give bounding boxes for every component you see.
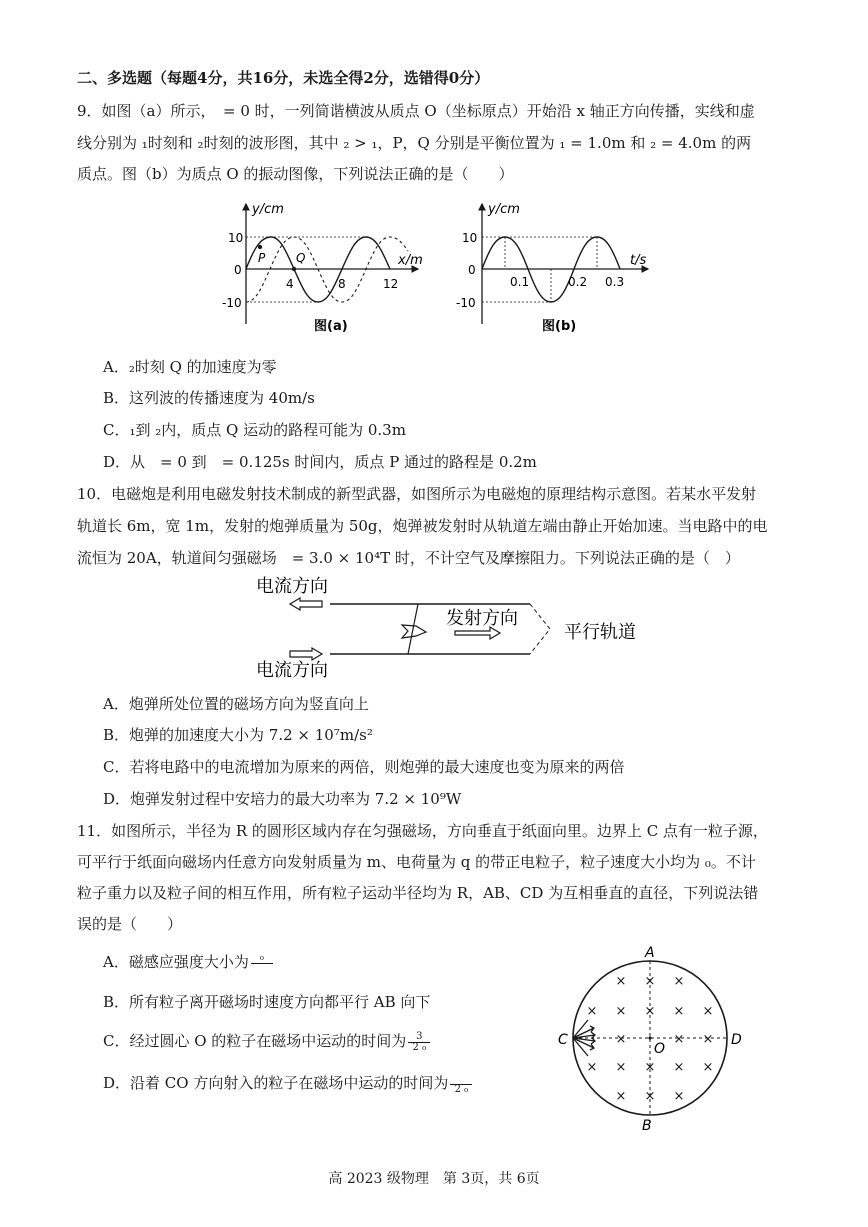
- fig-b-xtick-0.1: 0.1: [510, 275, 530, 289]
- fig-a-xtick-8: 8: [338, 277, 346, 291]
- fig-a-point-p: P: [258, 251, 266, 265]
- q11-option-d-denominator: 2 ₀: [454, 1083, 469, 1095]
- fig-a-xtick-4: 4: [286, 277, 294, 291]
- q11-option-d-numerator: [450, 1074, 472, 1085]
- svg-text:×: ×: [615, 1060, 627, 1075]
- q11-option-c-fraction: [408, 1032, 430, 1053]
- svg-text:×: ×: [615, 1004, 627, 1019]
- q9-figure-a: [220, 196, 423, 341]
- fig-a-ytick-neg10: -10: [222, 296, 242, 310]
- fig-b-ytick-0: 0: [468, 263, 476, 277]
- fig-b-xtick-0.2: 0.2: [568, 275, 588, 289]
- svg-text:×: ×: [673, 1089, 685, 1104]
- page-footer: 高 2023 级物理 第 3页，共 6页: [328, 1171, 540, 1187]
- fig-a-xtick-12: 12: [383, 277, 399, 291]
- q9-stem-line-2: 线分别为 ₁时刻和 ₂时刻的波形图，其中 ₂ > ₁，P，Q 分别是平衡位置为 ₁ = 1.0m 和 ₂ = 4.0m 的两: [77, 134, 752, 152]
- q11-option-d-fraction: [450, 1074, 472, 1095]
- q11-option-a-numerator: ₀: [251, 953, 273, 964]
- q10-stem-line-1: 10．电磁炮是利用电磁发射技术制成的新型武器，如图所示为电磁炮的原理结构示意图。若某水平发射: [77, 485, 757, 503]
- q11-stem-line-4: 误的是（ ）: [77, 915, 183, 933]
- fig-b-ylabel: y/cm: [488, 202, 520, 217]
- q9-stem-line-1: 9．如图（a）所示， = 0 时，一列简谐横波从质点 O（坐标原点）开始沿 x 轴正方向传播，实线和虚: [77, 102, 755, 120]
- q10-rails-label: 平行轨道: [564, 622, 636, 643]
- q11-label-o: O: [654, 1041, 666, 1057]
- svg-text:×: ×: [702, 1060, 714, 1075]
- svg-text:×: ×: [702, 1004, 714, 1019]
- svg-text:×: ×: [644, 1004, 656, 1019]
- fig-a-ytick-10: 10: [228, 231, 244, 245]
- q11-label-d: D: [731, 1032, 742, 1048]
- svg-text:×: ×: [673, 1004, 685, 1019]
- q10-railgun-figure: [250, 570, 650, 682]
- fig-b-ytick-neg10: -10: [456, 296, 476, 310]
- q11-stem-line-1: 11．如图所示，半径为 R 的圆形区域内存在匀强磁场，方向垂直于纸面向里。边界上 C 点有一粒子源，: [77, 822, 768, 840]
- q11-label-a: A: [645, 945, 655, 961]
- q10-current-bottom-label: 电流方向: [256, 660, 328, 681]
- q10-option-d: D．炮弹发射过程中安培力的最大功率为 7.2 × 10⁹W: [103, 790, 462, 808]
- fig-a-ytick-0: 0: [234, 263, 242, 277]
- fig-b-xtick-0.3: 0.3: [605, 275, 625, 289]
- q9-figure-b: [450, 196, 655, 341]
- svg-text:×: ×: [615, 1089, 627, 1104]
- svg-text:×: ×: [673, 1060, 685, 1075]
- q9-option-c: C．₁到 ₂内，质点 Q 运动的路程可能为 0.3m: [103, 421, 406, 439]
- fig-a-ylabel: y/cm: [252, 202, 284, 217]
- q9-option-a: A．₂时刻 Q 的加速度为零: [103, 358, 277, 376]
- q10-launch-label: 发射方向: [446, 608, 518, 629]
- q11-stem-line-3: 粒子重力以及粒子间的相互作用，所有粒子运动半径均为 R，AB、CD 为互相垂直的直径，下列说法错: [77, 884, 759, 902]
- svg-text:×: ×: [644, 1089, 656, 1104]
- q11-option-b: B．所有粒子离开磁场时速度方向都平行 AB 向下: [103, 993, 431, 1011]
- fig-b-xlabel: t/s: [630, 253, 647, 268]
- q10-stem-line-3: 流恒为 20A，轨道间匀强磁场 = 3.0 × 10⁴T 时，不计空气及摩擦阻力。下列说法正确的是（ ）: [77, 549, 740, 567]
- q11-option-c: [103, 1031, 430, 1053]
- svg-text:×: ×: [644, 974, 656, 989]
- q11-option-a-fraction: [251, 953, 273, 974]
- q9-stem-line-3: 质点。图（b）为质点 O 的振动图像，下列说法正确的是（ ）: [77, 165, 514, 183]
- fig-a-caption: 图(a): [314, 319, 348, 334]
- q11-option-c-numerator: 3: [408, 1032, 430, 1043]
- svg-text:×: ×: [673, 974, 685, 989]
- q11-option-d: [103, 1073, 472, 1095]
- svg-text:×: ×: [586, 1004, 598, 1019]
- svg-text:×: ×: [615, 1032, 627, 1047]
- svg-text:×: ×: [673, 1032, 685, 1047]
- q9-option-b: B．这列波的传播速度为 40m/s: [103, 389, 315, 407]
- svg-text:×: ×: [702, 1032, 714, 1047]
- q10-stem-line-2: 轨道长 6m，宽 1m，发射的炮弹质量为 50g，炮弹被发射时从轨道左端由静止开始加速。当电路中的电: [77, 517, 768, 535]
- q11-stem-line-2: 可平行于纸面向磁场内任意方向发射质量为 m、电荷量为 q 的带正电粒子，粒子速度大小均为 ₀。不计: [77, 853, 756, 871]
- q11-option-a-text: A．磁感应强度大小为: [103, 953, 249, 971]
- q11-option-c-denominator: 2 ₀: [412, 1041, 427, 1053]
- fig-a-point-q: Q: [296, 251, 306, 265]
- fig-b-ytick-10: 10: [462, 231, 478, 245]
- q10-option-c: C．若将电路中的电流增加为原来的两倍，则炮弹的最大速度也变为原来的两倍: [103, 758, 625, 776]
- svg-text:×: ×: [615, 974, 627, 989]
- q9-option-d: D．从 = 0 到 = 0.125s 时间内，质点 P 通过的路程是 0.2m: [103, 453, 537, 471]
- q11-magnetic-field-figure: [550, 940, 755, 1135]
- fig-a-xlabel: x/m: [398, 253, 423, 268]
- q11-label-c: C: [558, 1032, 568, 1048]
- q10-option-a: A．炮弹所处位置的磁场方向为竖直向上: [103, 695, 369, 713]
- fig-b-caption: 图(b): [542, 319, 577, 334]
- q11-option-d-text: D．沿着 CO 方向射入的粒子在磁场中运动的时间为: [103, 1074, 449, 1092]
- q10-current-top-label: 电流方向: [256, 576, 328, 597]
- q11-option-a: [103, 952, 273, 974]
- section-title: 二、多选题（每题4分，共16分，未选全得2分，选错得0分）: [77, 69, 490, 87]
- q11-option-c-text: C．经过圆心 O 的粒子在磁场中运动的时间为: [103, 1032, 407, 1050]
- q11-label-b: B: [642, 1118, 652, 1134]
- svg-text:×: ×: [586, 1060, 598, 1075]
- q10-option-b: B．炮弹的加速度大小为 7.2 × 10⁷m/s²: [103, 726, 373, 744]
- svg-text:×: ×: [644, 1060, 656, 1075]
- q11-option-a-denominator: [251, 964, 273, 974]
